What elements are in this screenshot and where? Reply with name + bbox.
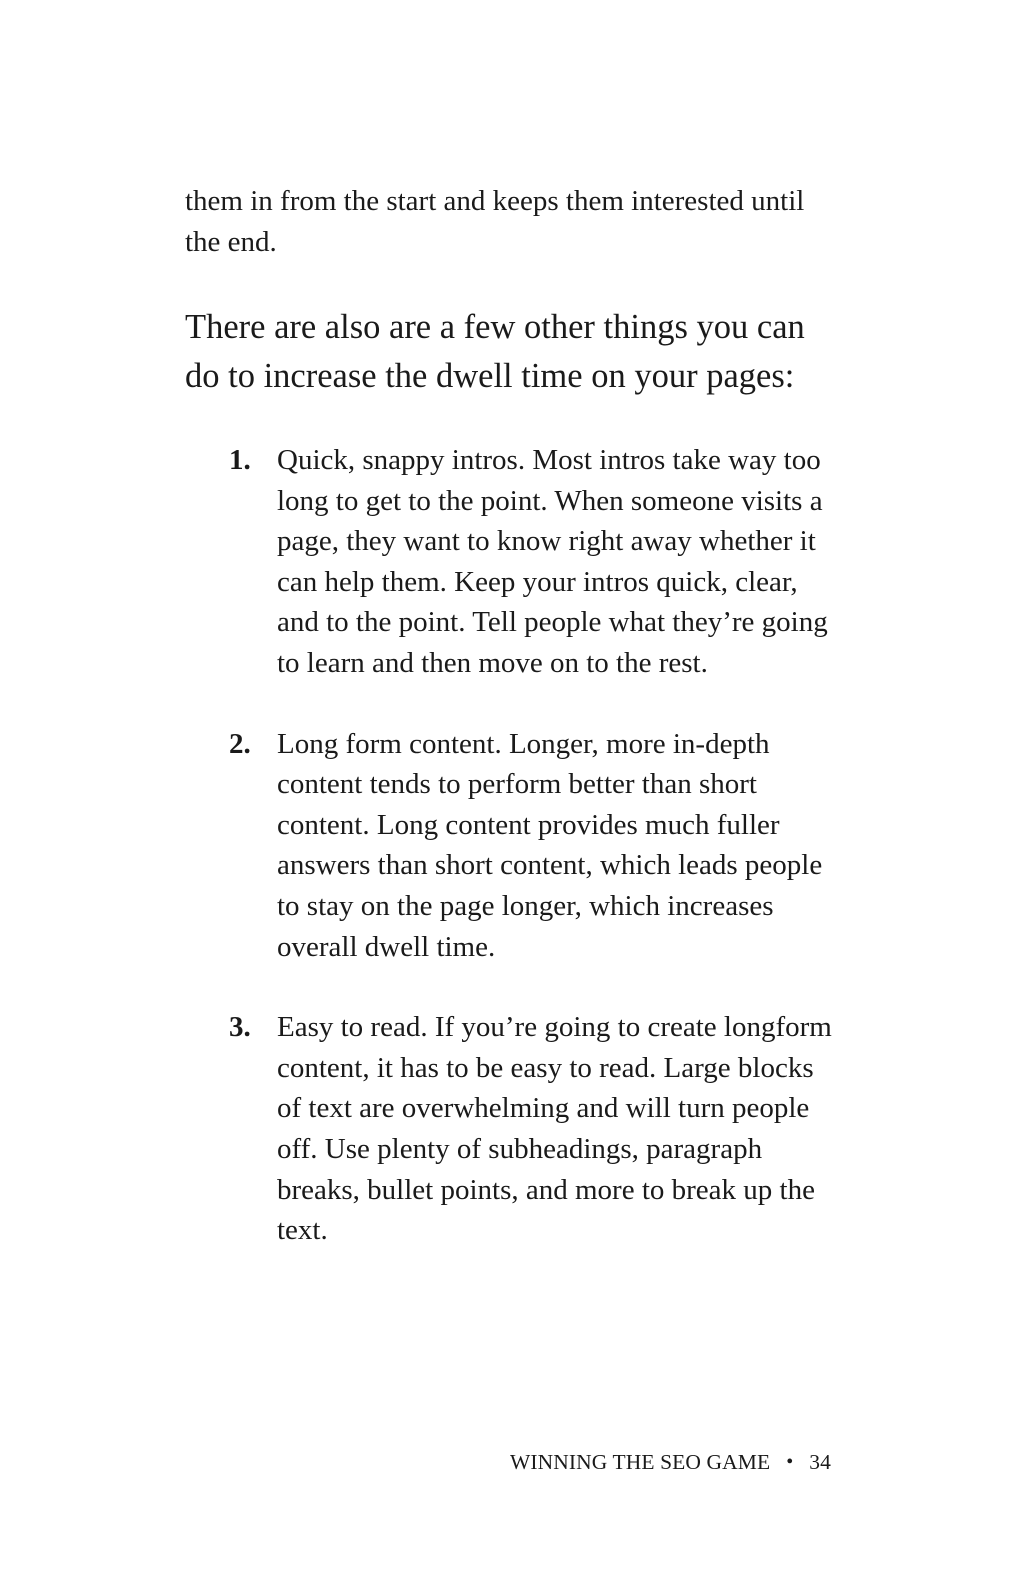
continued-paragraph: them in from the start and keeps them interested until the end. [185, 185, 805, 258]
list-item-number: 2. [229, 727, 251, 760]
numbered-list [229, 440, 839, 1291]
intro-paragraph: There are also are a few other things you can do to increase the dwell time on your pages: [185, 308, 805, 395]
page-footer [510, 1448, 831, 1476]
running-title: WINNING THE SEO GAME [510, 1450, 771, 1474]
list-item [229, 1007, 839, 1251]
list-item-number: 1. [229, 444, 251, 476]
list-item [229, 724, 839, 968]
list-item-number: 3. [229, 1011, 251, 1044]
list-item-text: Long form content. Longer, more in-depth content tends to perform better than short content. Long content provides much fuller answers than short content, which leads people to stay on the page longer, which increases overall dwell time. [277, 727, 823, 963]
page-number: 34 [809, 1450, 831, 1474]
list-item-text: Easy to read. If you’re going to create longform content, it has to be easy to read. Large blocks of text are overwhelming and will turn people off. Use plenty of subheadings, paragraph breaks, bullet points, and more to break up the text. [277, 1011, 832, 1247]
list-item-text: Quick, snappy intros. Most intros take way too long to get to the point. When someone visits a page, they want to know right away whether it can help them. Keep your intros quick, clear, and to the point. Tell people what they’re going to learn and then move on to the rest. [277, 444, 828, 679]
footer-separator: • [786, 1451, 794, 1473]
list-item [229, 440, 839, 684]
